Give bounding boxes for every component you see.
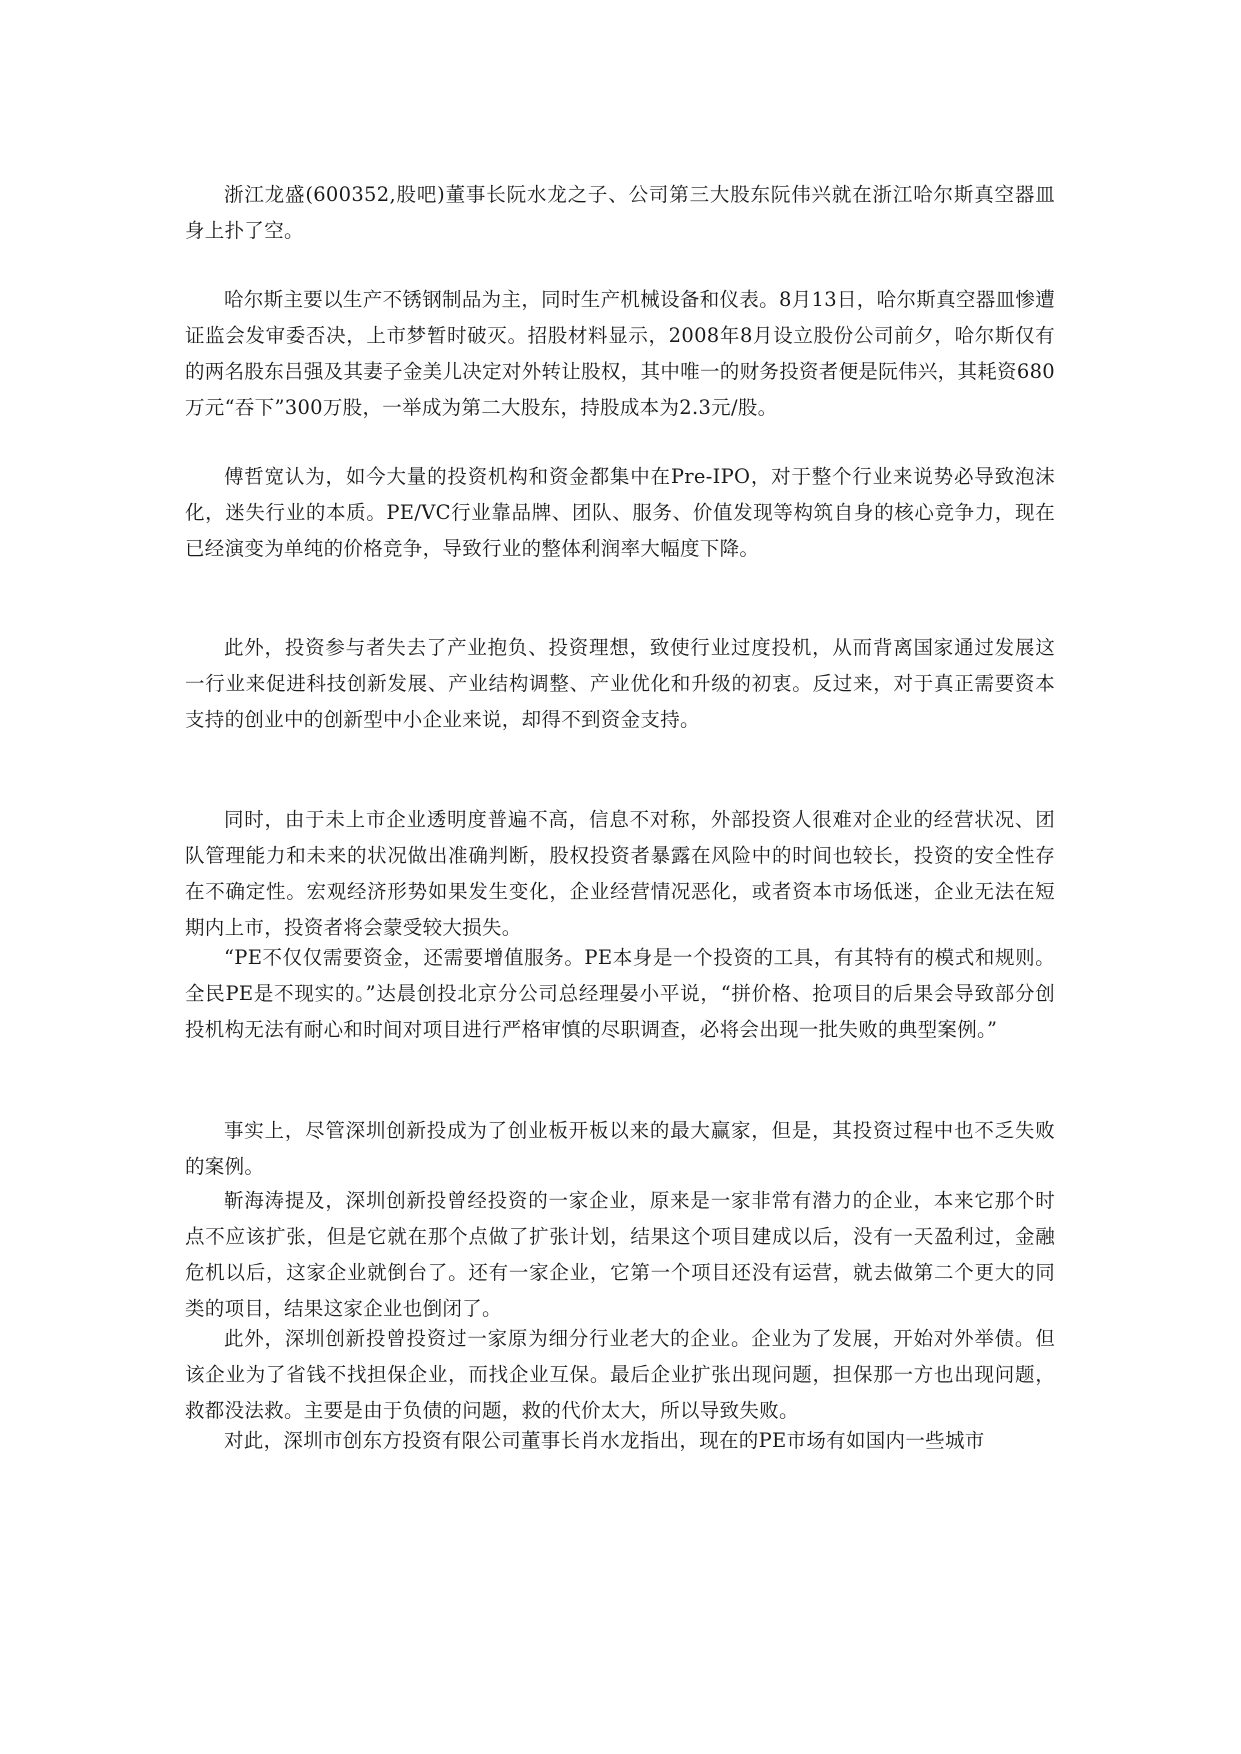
paragraph-ruan-weixing: 浙江龙盛(600352,股吧)董事长阮水龙之子、公司第三大股东阮伟兴就在浙江哈尔斯真空器皿身上扑了空。 xyxy=(185,183,1055,242)
paragraph-value-added-services-quote: “PE不仅仅需要资金，还需要增值服务。PE本身是一个投资的工具，有其特有的模式和规则。全民PE是不现实的。”达晨创投北京分公司总经理晏小平说，“拼价格、抢项目的后果会导致部分创投机构无法有耐心和时间对项目进行严格审慎的尽职调查，必将会出现一批失败的典型案例。” xyxy=(185,946,1055,1041)
paragraph-jin-haitao-examples: 靳海涛提及，深圳创新投曾经投资的一家企业，原来是一家非常有潜力的企业，本来它那个时点不应该扩张，但是它就在那个点做了扩张计划，结果这个项目建成以后，没有一天盈利过，金融危机以后，这家企业就倒台了。还有一家企业，它第一个项目还没有运营，就去做第二个更大的同类的项目，结果这家企业也倒闭了。 xyxy=(185,1189,1055,1320)
paragraph-pre-ipo-bubble: 傅哲宽认为，如今大量的投资机构和资金都集中在Pre-IPO，对于整个行业来说势必导致泡沫化，迷失行业的本质。PE/VC行业靠品牌、团队、服务、价值发现等构筑自身的核心竞争力，现在已经演变为单纯的价格竞争，导致行业的整体利润率大幅度下降。 xyxy=(185,465,1055,560)
paragraph-mutual-guarantee-failure: 此外，深圳创新投曾投资过一家原为细分行业老大的企业。企业为了发展，开始对外举债。但该企业为了省钱不找担保企业，而找企业互保。最后企业扩张出现问题，担保那一方也出现问题，救都没法救。主要是由于负债的问题，救的代价太大，所以导致失败。 xyxy=(185,1327,1055,1422)
paragraph-shenzhen-failures-intro: 事实上，尽管深圳创新投成为了创业板开板以来的最大赢家，但是，其投资过程中也不乏失败的案例。 xyxy=(185,1119,1055,1178)
paragraph-information-asymmetry: 同时，由于未上市企业透明度普遍不高，信息不对称，外部投资人很难对企业的经营状况、团队管理能力和未来的状况做出准确判断，股权投资者暴露在风险中的时间也较长，投资的安全性存在不确定性。宏观经济形势如果发生变化，企业经营情况恶化，或者资本市场低迷，企业无法在短期内上市，投资者将会蒙受较大损失。 xyxy=(185,808,1055,939)
paragraph-haers-ipo-rejected: 哈尔斯主要以生产不锈钢制品为主，同时生产机械设备和仪表。8月13日，哈尔斯真空器皿惨遭证监会发审委否决，上市梦暂时破灭。招股材料显示，2008年8月设立股份公司前夕，哈尔斯仅有的两名股东吕强及其妻子金美儿决定对外转让股权，其中唯一的财务投资者便是阮伟兴，其耗资680万元“吞下”300万股，一举成为第二大股东，持股成本为2.3元/股。 xyxy=(185,288,1055,419)
paragraph-speculation: 此外，投资参与者失去了产业抱负、投资理想，致使行业过度投机，从而背离国家通过发展这一行业来促进科技创新发展、产业结构调整、产业优化和升级的初衷。反过来，对于真正需要资本支持的创业中的创新型中小企业来说，却得不到资金支持。 xyxy=(185,636,1055,731)
paragraph-xiao-shuilong: 对此，深圳市创东方投资有限公司董事长肖水龙指出，现在的PE市场有如国内一些城市 xyxy=(224,1429,985,1452)
